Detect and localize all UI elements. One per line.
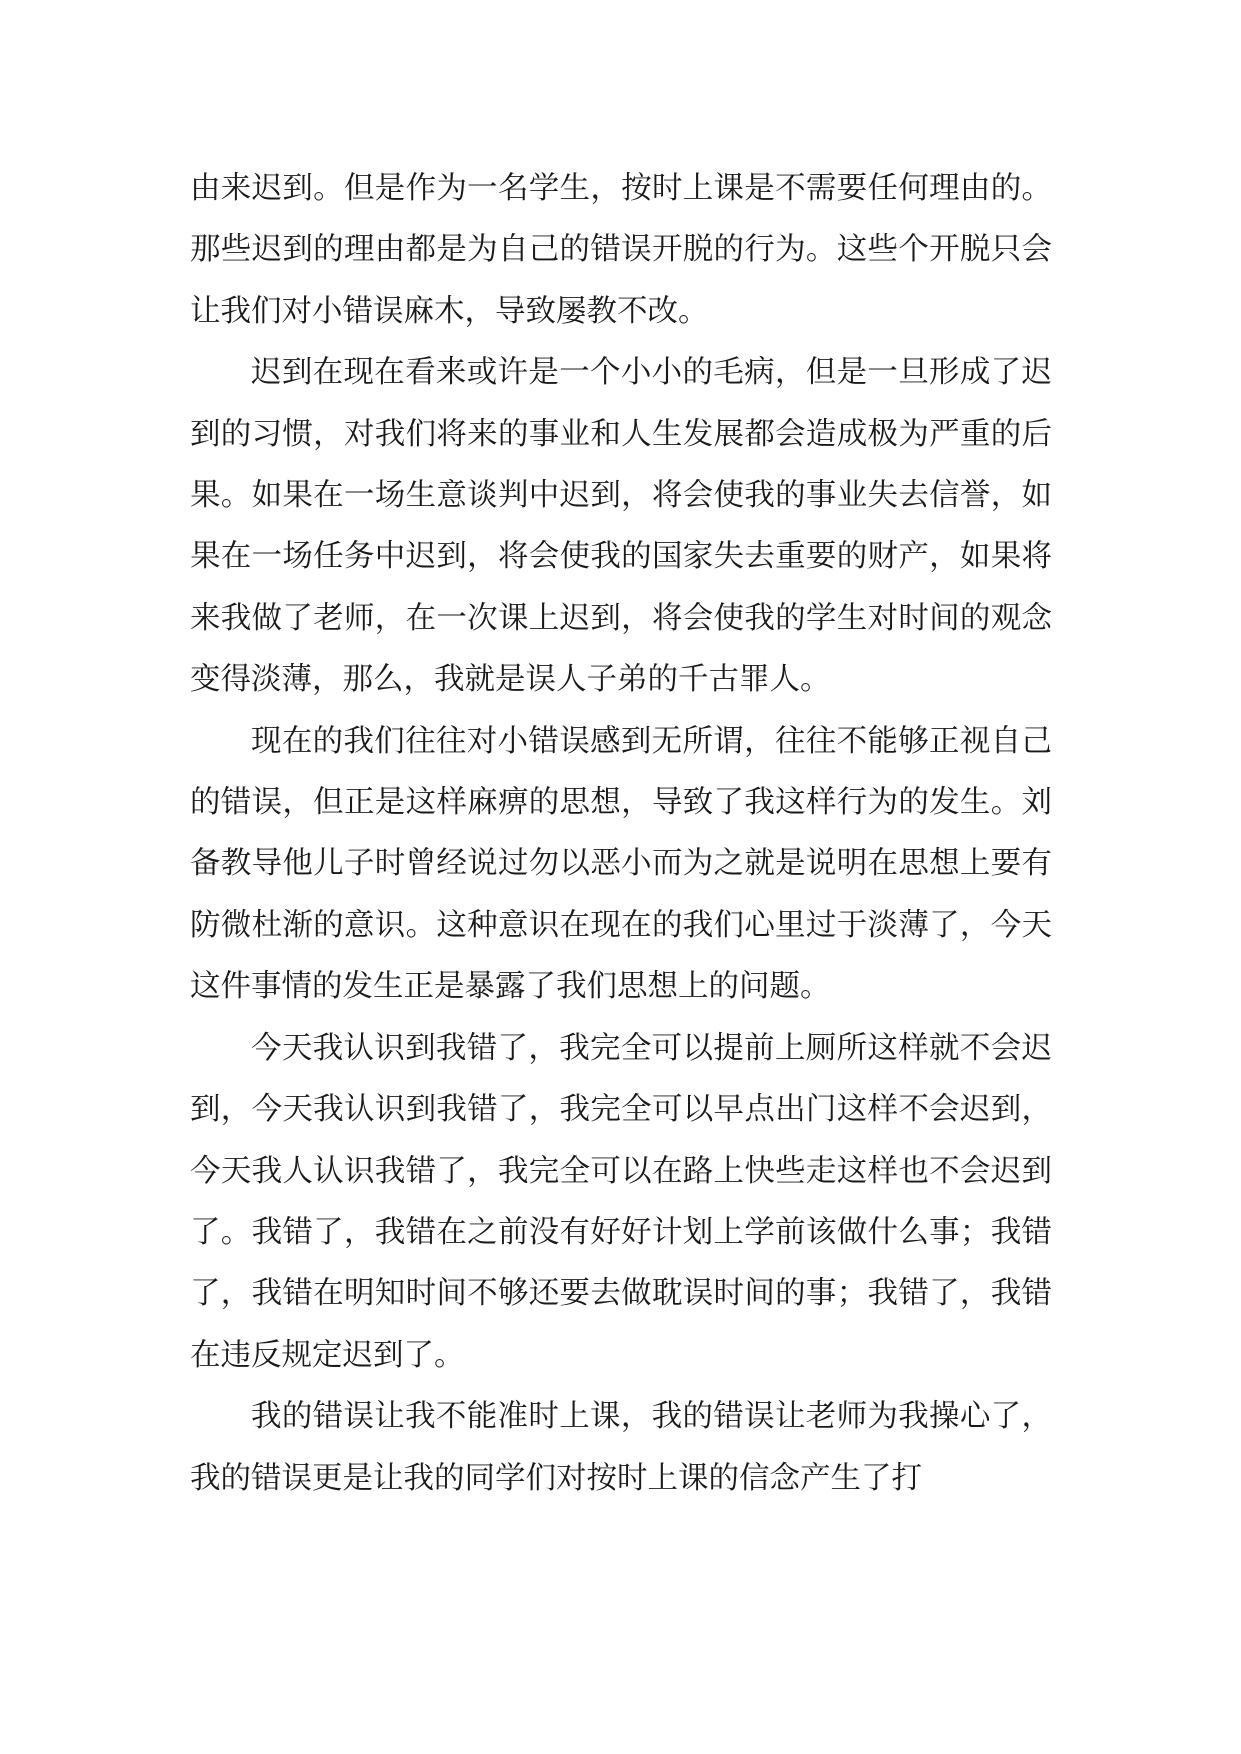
paragraph-5: 我的错误让我不能准时上课，我的错误让老师为我操心了，我的错误更是让我的同学们对按时上课的信念产生了打: [190, 1399, 1052, 1496]
document-body: [190, 158, 1052, 1509]
paragraph-2: 迟到在现在看来或许是一个小小的毛病，但是一旦形成了迟到的习惯，对我们将来的事业和人生发展都会造成极为严重的后果。如果在一场生意谈判中迟到，将会使我的事业失去信誉，如果在一场任务中迟到，将会使我的国家失去重要的财产，如果将来我做了老师，在一次课上迟到，将会使我的学生对时间的观念变得淡薄，那么，我就是误人子弟的千古罪人。: [190, 355, 1052, 698]
paragraph-4: 今天我认识到我错了，我完全可以提前上厕所这样就不会迟到，今天我认识到我错了，我完全可以早点出门这样不会迟到，今天我人认识我错了，我完全可以在路上快些走这样也不会迟到了。我错了，我错在之前没有好好计划上学前该做什么事；我错了，我错在明知时间不够还要去做耽误时间的事；我错了，我错在违反规定迟到了。: [190, 1030, 1052, 1373]
paragraph-3: 现在的我们往往对小错误感到无所谓，往往不能够正视自己的错误，但正是这样麻痹的思想，导致了我这样行为的发生。刘备教导他儿子时曾经说过勿以恶小而为之就是说明在思想上要有防微杜渐的意识。这种意识在现在的我们心里过于淡薄了，今天这件事情的发生正是暴露了我们思想上的问题。: [190, 723, 1052, 1005]
paragraph-1: 由来迟到。但是作为一名学生，按时上课是不需要任何理由的。那些迟到的理由都是为自己的错误开脱的行为。这些个开脱只会让我们对小错误麻木，导致屡教不改。: [190, 171, 1052, 329]
